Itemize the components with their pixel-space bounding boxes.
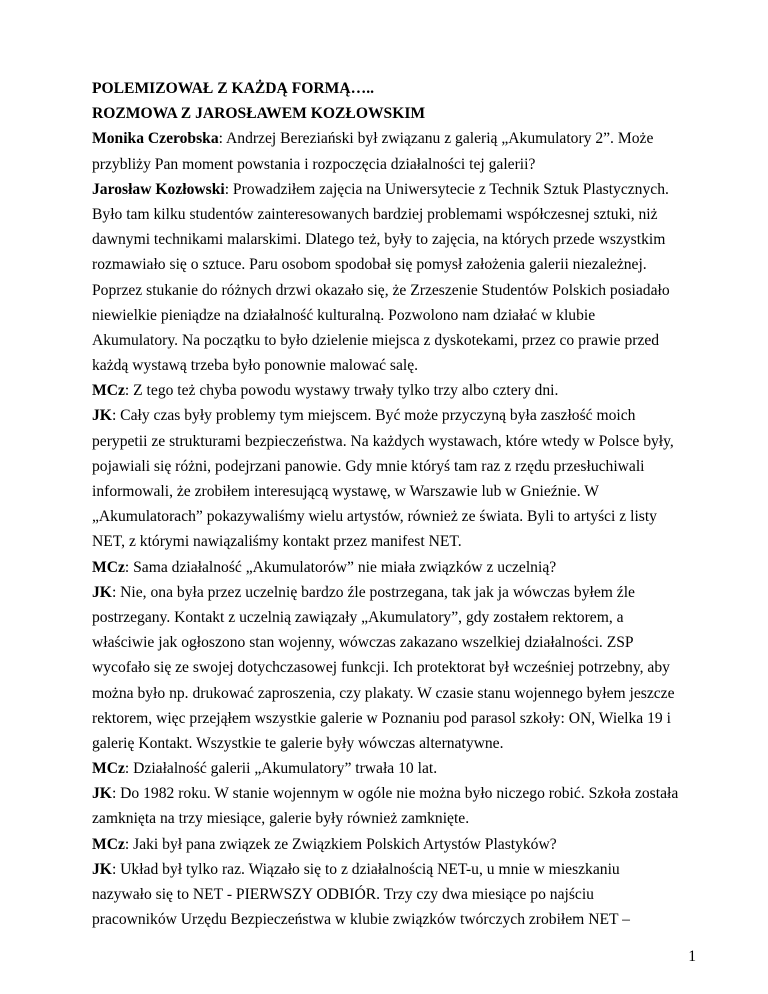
- line-text: NET, z którymi nawiązaliśmy kontakt przez manifest NET.: [92, 533, 462, 551]
- text-line: [92, 580, 732, 605]
- line-text: : Do 1982 roku. W stanie wojennym w ogóle nie można było niczego robić. Szkoła została: [111, 785, 679, 803]
- text-line: [92, 605, 732, 630]
- text-line: [92, 731, 732, 756]
- text-line: [92, 353, 732, 378]
- text-line: [92, 504, 732, 529]
- speaker-name: MCz: [92, 382, 125, 400]
- line-text: każdą wystawą trzeba było ponownie malować salę.: [92, 357, 419, 375]
- line-text: : Andrzej Bereziański był związanu z galerią „Akumulatory 2”. Może: [218, 130, 654, 148]
- text-line: [92, 177, 732, 202]
- line-text: zamknięta na trzy miesiące, galerie były również zamknięte.: [92, 810, 470, 828]
- line-text: pojawiali się różni, podejrzani panowie. Gdy mnie któryś tam raz z rzędu przesłuchiwali: [92, 457, 645, 475]
- line-text: : Sama działalność „Akumulatorów” nie miała związków z uczelnią?: [124, 558, 557, 576]
- text-line: [92, 706, 732, 731]
- text-line: [92, 429, 732, 454]
- text-line: [92, 907, 732, 932]
- text-line: [92, 479, 732, 504]
- line-text: : Z tego też chyba powodu wystawy trwały tylko trzy albo cztery dni.: [124, 382, 559, 400]
- text-line: [92, 378, 732, 403]
- line-text: wycofało się ze swojej dotychczasowej funkcji. Ich protektorat był wcześniej potrzebny, aby: [92, 659, 670, 677]
- text-line: [92, 882, 732, 907]
- page-number: 1: [688, 948, 696, 965]
- line-text: Poprzez stukanie do różnych drzwi okazało się, że Zrzeszenie Studentów Polskich posiadało: [92, 281, 670, 299]
- line-text: : Działalność galerii „Akumulatory” trwała 10 lat.: [124, 760, 438, 778]
- text-line: [92, 555, 732, 580]
- text-line: [92, 857, 732, 882]
- line-text: Akumulatory. Na początku to było dzielenie miejsca z dyskotekami, przez co prawie przed: [92, 331, 660, 349]
- line-text: przybliży Pan moment powstania i rozpoczęcia działalności tej galerii?: [92, 155, 536, 173]
- speaker-name: Monika Czerobska: [92, 130, 219, 148]
- line-text: nazywało się to NET - PIERWSZY ODBIÓR. Trzy czy dwa miesiące po najściu: [92, 886, 594, 903]
- line-text: galerię Kontakt. Wszystkie te galerie były wówczas alternatywne.: [92, 734, 504, 752]
- line-text: rozmawiało się o sztuce. Paru osobom spodobał się pomysł założenia galerii niezależnej.: [92, 256, 647, 274]
- text-line: [92, 252, 732, 277]
- line-text: : Nie, ona była przez uczelnię bardzo źle postrzegana, tak jak ja wówczas byłem źle: [111, 583, 635, 601]
- line-text: : Układ był tylko raz. Wiązało się to z działalnością NET-u, u mnie w mieszkaniu: [111, 860, 620, 878]
- line-text: właściwie jak ogłoszono stan wojenny, wówczas zakazano wszelkiej działalności. ZSP: [92, 634, 634, 652]
- text-line: [92, 202, 732, 227]
- line-text: można było np. drukować zaproszenia, czy plakaty. W czasie stanu wojennego byłem jeszcze: [92, 684, 675, 702]
- speaker-name: MCz: [92, 558, 125, 576]
- text-line: [92, 655, 732, 680]
- text-line: [92, 832, 732, 857]
- text-line: [92, 681, 732, 706]
- text-line: [92, 403, 732, 428]
- text-line: [92, 227, 732, 252]
- text-line: [92, 756, 732, 781]
- interview-text: [92, 126, 732, 932]
- speaker-name: Jarosław Kozłowski: [92, 180, 225, 198]
- text-line: [92, 529, 732, 554]
- text-line: [92, 630, 732, 655]
- line-text: postrzegany. Kontakt z uczelnią zawiązały „Akumulatory”, gdy zostałem rektorem, a: [92, 608, 624, 626]
- line-text: pracowników Urzędu Bezpieczeństwa w klubie związków twórczych zrobiłem NET –: [92, 911, 630, 929]
- text-line: [92, 278, 732, 303]
- line-text: rektorem, więc przejąłem wszystkie galerie w Poznaniu pod parasol szkoły: ON, Wielka 19 i: [92, 709, 671, 727]
- line-text: informowali, że zrobiłem interesującą wystawę, w Warszawie lub w Gnieźnie. W: [92, 483, 599, 500]
- line-text: dawnymi technikami malarskimi. Dlatego też, były to zajęcia, na których przede wszystkim: [92, 231, 666, 249]
- document-subtitle: ROZMOWA Z JAROSŁAWEM KOZŁOWSKIM: [92, 105, 426, 123]
- line-text: „Akumulatorach” pokazywaliśmy wielu artystów, również ze świata. Byli to artyści z listy: [92, 508, 657, 526]
- speaker-name: MCz: [92, 760, 125, 778]
- speaker-name: JK: [92, 407, 112, 425]
- line-text: : Jaki był pana związek ze Związkiem Polskich Artystów Plastyków?: [124, 835, 557, 853]
- line-text: perypetii ze strukturami bezpieczeństwa. Na każdych wystawach, które wtedy w Polsce były,: [92, 432, 674, 450]
- line-text: : Prowadziłem zajęcia na Uniwersytecie z Technik Sztuk Plastycznych.: [224, 180, 669, 198]
- speaker-name: MCz: [92, 835, 125, 853]
- document-title: POLEMIZOWAŁ Z KAŻDĄ FORMĄ…..: [92, 80, 374, 97]
- line-text: niewielkie pieniądze na działalność kulturalną. Pozwolono nam działać w klubie: [92, 306, 596, 324]
- speaker-name: JK: [92, 785, 112, 803]
- text-line: [92, 806, 732, 831]
- text-line: [92, 781, 732, 806]
- line-text: : Cały czas były problemy tym miejscem. Być może przyczyną była zaszłość moich: [111, 407, 636, 425]
- text-line: [92, 126, 732, 151]
- document-body: [92, 76, 732, 932]
- text-line: [92, 328, 732, 353]
- line-text: Było tam kilku studentów zainteresowanych bardziej problemami współczesnej sztuki, niż: [92, 205, 658, 223]
- text-line: [92, 303, 732, 328]
- text-line: [92, 454, 732, 479]
- speaker-name: JK: [92, 860, 112, 878]
- text-line: [92, 152, 732, 177]
- speaker-name: JK: [92, 583, 112, 601]
